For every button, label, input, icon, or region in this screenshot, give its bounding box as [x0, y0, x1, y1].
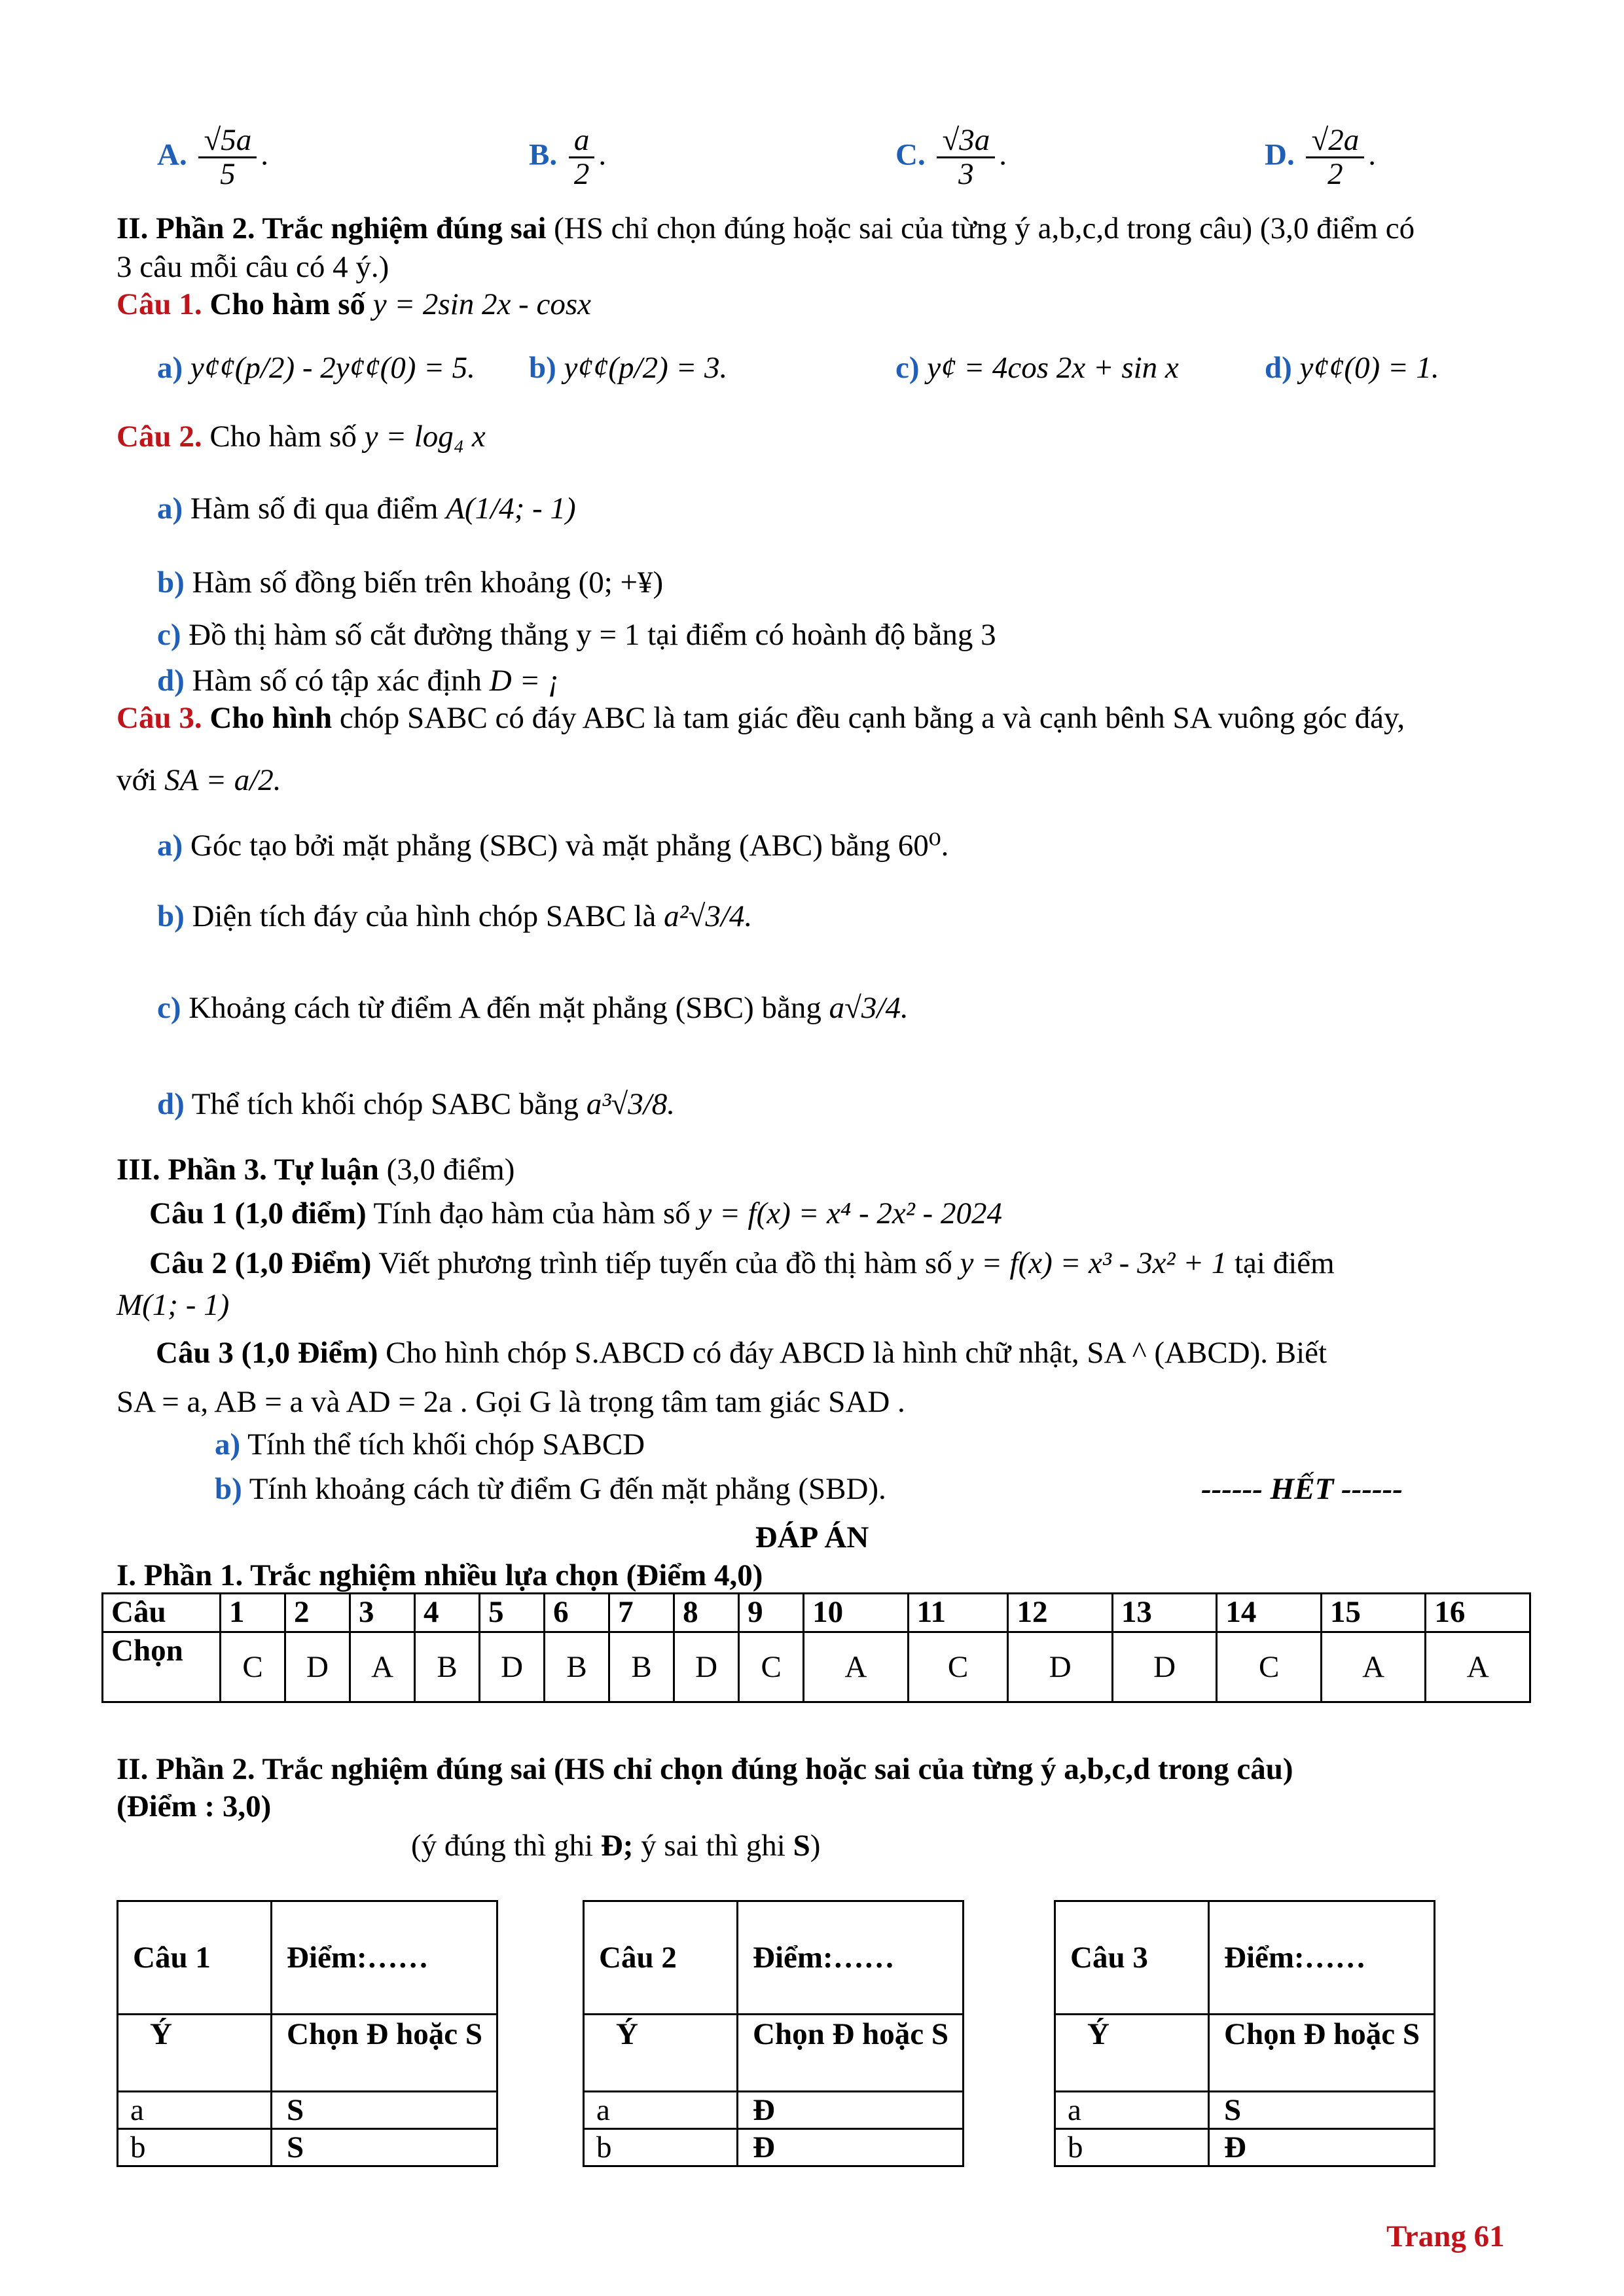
answer-choice: C [908, 1632, 1008, 1702]
q1-item-c: c) y¢ = 4cos 2x + sin x [895, 351, 1179, 385]
answer-row-numbers [103, 1594, 1530, 1632]
q1-stem: Câu 1. Cho hàm số y = 2sin 2x - cosx [117, 287, 591, 321]
answer-row-label: Câu [103, 1594, 221, 1632]
answer-choice: B [545, 1632, 609, 1702]
table-value: Đ [738, 2092, 964, 2129]
answer-part2-title: II. Phần 2. Trắc nghiệm đúng sai (HS chỉ chọn đúng hoặc sai của từng ý a,b,c,d trong câu) [117, 1752, 1293, 1786]
table-question: Câu 2 [584, 1901, 738, 2015]
answer-number: 7 [609, 1594, 674, 1632]
q2-item-d: d) Hàm số có tập xác định D = ¡ [157, 664, 560, 698]
q2-item-b: b) Hàm số đồng biến trên khoảng (0; +¥) [157, 565, 664, 600]
answer-choice: B [415, 1632, 480, 1702]
q2-item-a: a) Hàm số đi qua điểm A(1/4; - 1) [157, 492, 576, 526]
answer-part1-title: I. Phần 1. Trắc nghiệm nhiều lựa chọn (Điểm 4,0) [117, 1558, 763, 1592]
table-key: b [118, 2129, 272, 2166]
table-col-y: Ý [584, 2015, 738, 2092]
option-c: C. $\frac{√3a}{3}$ . [895, 123, 1007, 192]
part3-q2: Câu 2 (1,0 Điểm) Viết phương trình tiếp tuyến của đồ thị hàm số y = f(x) = x³ - 3x² + 1 tại điểm [149, 1246, 1335, 1280]
part2-heading: II. Phần 2. Trắc nghiệm đúng sai (HS chỉ chọn đúng hoặc sai của từng ý a,b,c,d trong câu) (3,0 điểm có [117, 211, 1415, 245]
table-score: Điểm:…… [272, 1901, 497, 2015]
table-score: Điểm:…… [738, 1901, 964, 2015]
answer-choice: A [1426, 1632, 1530, 1702]
part3-q1: Câu 1 (1,0 điểm) Tính đạo hàm của hàm số y = f(x) = x⁴ - 2x² - 2024 [149, 1196, 1002, 1230]
option-b: B. $\frac{a}{2}$ . [529, 123, 607, 192]
answer-table-part1 [101, 1592, 1531, 1703]
answer-number: 10 [804, 1594, 908, 1632]
option-d: D. $\frac{√2a}{2}$ . [1265, 123, 1376, 192]
answer-choice: C [221, 1632, 285, 1702]
q2-item-c: c) Đồ thị hàm số cắt đường thẳng y = 1 tại điểm có hoành độ bằng 3 [157, 618, 996, 652]
table-value: S [272, 2129, 497, 2166]
answer-title: ĐÁP ÁN [755, 1520, 869, 1554]
answer-number: 11 [908, 1594, 1008, 1632]
answer-number: 2 [285, 1594, 350, 1632]
answer-choice: A [350, 1632, 415, 1702]
table-col-y: Ý [118, 2015, 272, 2092]
answer-number: 15 [1321, 1594, 1425, 1632]
answer-choice: D [674, 1632, 739, 1702]
table-col-choice: Chọn Đ hoặc S [738, 2015, 964, 2092]
answer-number: 1 [221, 1594, 285, 1632]
table-question: Câu 3 [1055, 1901, 1209, 2015]
end-marker: ------ HẾT ------ [1201, 1472, 1403, 1506]
answer-table-q3 [1054, 1900, 1435, 2167]
table-score: Điểm:…… [1209, 1901, 1435, 2015]
part3-q2-line2: M(1; - 1) [117, 1288, 230, 1322]
table-value: S [1209, 2092, 1435, 2129]
answer-number: 9 [739, 1594, 804, 1632]
table-key: a [118, 2092, 272, 2129]
table-col-choice: Chọn Đ hoặc S [1209, 2015, 1435, 2092]
part3-heading: III. Phần 3. Tự luận (3,0 điểm) [117, 1153, 515, 1187]
answer-choice: C [739, 1632, 804, 1702]
answer-number: 16 [1426, 1594, 1530, 1632]
answer-choice: D [1112, 1632, 1216, 1702]
table-question: Câu 1 [118, 1901, 272, 2015]
part3-q3-item-b: b) Tính khoảng cách từ điểm G đến mặt phẳng (SBD). [215, 1472, 886, 1506]
answer-table-q1 [117, 1900, 498, 2167]
answer-part2-note: (ý đúng thì ghi Đ; ý sai thì ghi S) [411, 1829, 821, 1863]
answer-number: 13 [1112, 1594, 1216, 1632]
q1-item-a: a) y¢¢(p/2) - 2y¢¢(0) = 5. [157, 351, 475, 385]
answer-row-choices [103, 1632, 1530, 1702]
answer-number: 14 [1217, 1594, 1321, 1632]
table-value: Đ [738, 2129, 964, 2166]
answer-number: 4 [415, 1594, 480, 1632]
part3-q3-item-a: a) Tính thể tích khối chóp SABCD [215, 1427, 645, 1462]
answer-number: 3 [350, 1594, 415, 1632]
q3-item-d: d) Thể tích khối chóp SABC bằng a³√3/8. [157, 1087, 676, 1121]
answer-choice: D [480, 1632, 545, 1702]
q3-item-b: b) Diện tích đáy của hình chóp SABC là a²√3/4. [157, 899, 753, 933]
answer-number: 5 [480, 1594, 545, 1632]
answer-choice: A [804, 1632, 908, 1702]
table-key: a [584, 2092, 738, 2129]
q1-item-d: d) y¢¢(0) = 1. [1265, 351, 1439, 385]
table-col-choice: Chọn Đ hoặc S [272, 2015, 497, 2092]
table-col-y: Ý [1055, 2015, 1209, 2092]
answer-choice: A [1321, 1632, 1425, 1702]
answer-choice: D [285, 1632, 350, 1702]
page-number: Trang 61 [1386, 2219, 1505, 2253]
option-a: A. $\frac{√5a}{5}$ . [157, 123, 268, 192]
q1-item-b: b) y¢¢(p/2) = 3. [529, 351, 728, 385]
answer-row-label: Chọn [103, 1632, 221, 1702]
answer-choice: D [1008, 1632, 1112, 1702]
answer-number: 12 [1008, 1594, 1112, 1632]
answer-choice: C [1217, 1632, 1321, 1702]
answer-choice: B [609, 1632, 674, 1702]
part3-q3: Câu 3 (1,0 Điểm) Cho hình chóp S.ABCD có đáy ABCD là hình chữ nhật, SA ^ (ABCD). Biết [156, 1336, 1327, 1370]
table-value: S [272, 2092, 497, 2129]
table-value: Đ [1209, 2129, 1435, 2166]
answer-number: 6 [545, 1594, 609, 1632]
table-key: b [584, 2129, 738, 2166]
q3-stem: Câu 3. Cho hình chóp SABC có đáy ABC là tam giác đều cạnh bằng a và cạnh bênh SA vuông góc đáy, [117, 701, 1405, 735]
q3-item-c: c) Khoảng cách từ điểm A đến mặt phẳng (SBC) bằng a√3/4. [157, 991, 909, 1025]
answer-number: 8 [674, 1594, 739, 1632]
q3-stem-line2: với SA = a/2. [117, 763, 281, 797]
table-key: b [1055, 2129, 1209, 2166]
answer-table-q2 [583, 1900, 964, 2167]
q3-item-a: a) Góc tạo bởi mặt phẳng (SBC) và mặt phẳng (ABC) bằng 60⁰. [157, 829, 949, 863]
q2-stem: Câu 2. Cho hàm số y = log₄ x [117, 420, 486, 454]
table-key: a [1055, 2092, 1209, 2129]
answer-part2-title-line2: (Điểm : 3,0) [117, 1789, 272, 1823]
part2-heading-line2: 3 câu mỗi câu có 4 ý.) [117, 250, 389, 284]
part3-q3-line2: SA = a, AB = a và AD = 2a . Gọi G là trọng tâm tam giác SAD . [117, 1385, 905, 1419]
